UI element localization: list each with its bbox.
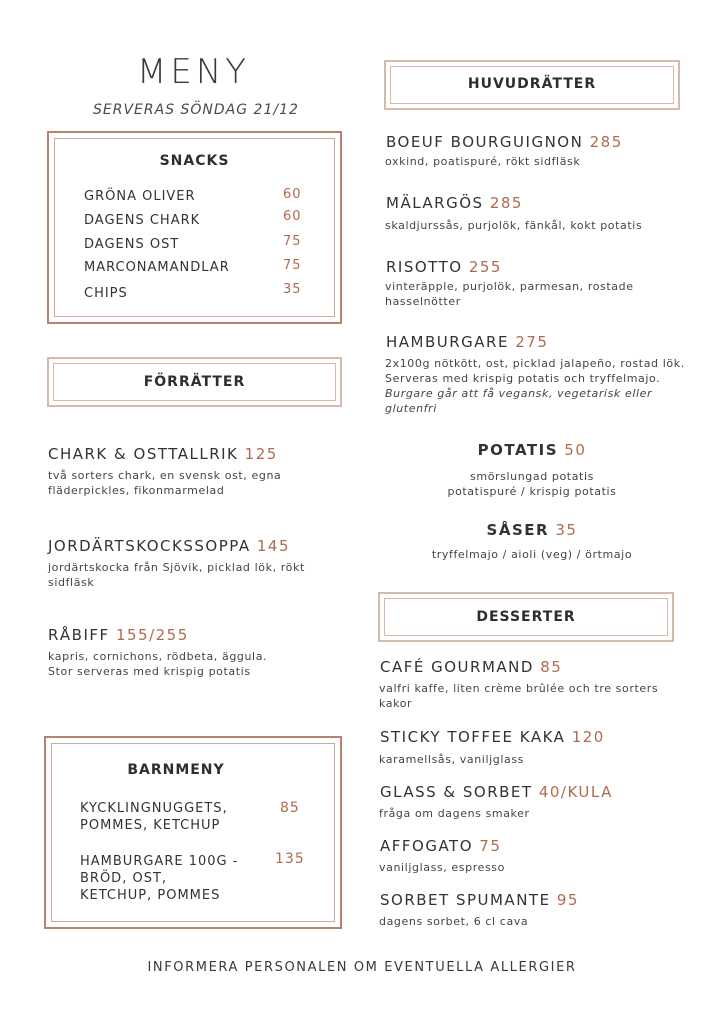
snack-item-price: 75 xyxy=(283,258,302,273)
snack-item-price: 75 xyxy=(283,234,302,249)
dish-name: CHARK & OSTTALLRIK 125 xyxy=(48,445,278,463)
snack-item-name: CHIPS xyxy=(84,286,128,301)
starters-heading: FÖRRÄTTER xyxy=(143,374,246,390)
snack-item-price: 60 xyxy=(283,209,302,224)
dish-name: CAFÉ GOURMAND 85 xyxy=(380,658,563,676)
dish-name: AFFOGATO 75 xyxy=(380,837,502,855)
kids-item-name: HAMBURGARE 100G - BRÖD, OST, KETCHUP, POMMES xyxy=(80,854,239,903)
page-title: MENY xyxy=(137,52,251,92)
dish-name: STICKY TOFFEE KAKA 120 xyxy=(380,728,605,746)
snack-item-name: DAGENS CHARK xyxy=(84,213,201,228)
dish-name: SORBET SPUMANTE 95 xyxy=(380,891,579,909)
dish-description: kapris, cornichons, rödbeta, äggula. Stor serveras med krispig potatis xyxy=(48,650,268,678)
dish-name: RISOTTO 255 xyxy=(386,258,502,276)
dish-description: två sorters chark, en svensk ost, egna fläderpickles, fikonmarmelad xyxy=(48,469,282,497)
mains-heading: HUVUDRÄTTER xyxy=(467,76,597,92)
kids-heading: BARNMENY xyxy=(127,762,225,778)
dish-description: valfri kaffe, liten crème brûlée och tre sorters kakor xyxy=(379,682,659,710)
dish-description: skaldjurssås, purjolök, fänkål, kokt potatis xyxy=(385,219,643,232)
allergy-notice: INFORMERA PERSONALEN OM EVENTUELLA ALLERGIER xyxy=(147,960,577,975)
dish-description: vinteräpple, purjolök, parmesan, rostade hasselnötter xyxy=(385,280,634,308)
dish-description: karamellsås, vaniljglass xyxy=(379,753,525,766)
dish-description: jordärtskocka från Sjövik, picklad lök, rökt sidfläsk xyxy=(48,561,305,589)
kids-item-price: 85 xyxy=(280,800,300,816)
dish-name: BOEUF BOURGUIGNON 285 xyxy=(386,133,623,151)
side-description: tryffelmajo / aioli (veg) / örtmajo xyxy=(431,548,633,561)
kids-item-name: KYCKLINGNUGGETS, POMMES, KETCHUP xyxy=(80,801,228,833)
dish-description: fråga om dagens smaker xyxy=(379,807,530,820)
snack-item-name: DAGENS OST xyxy=(84,237,180,252)
dish-description: dagens sorbet, 6 cl cava xyxy=(379,915,529,928)
dish-name: RÅBIFF 155/255 xyxy=(48,626,189,644)
snack-item-price: 60 xyxy=(283,187,302,202)
side-name-potatis: POTATIS 50 xyxy=(477,441,587,459)
side-description: smörslungad potatis potatispuré / krispig potatis xyxy=(447,470,617,498)
snack-item-name: GRÖNA OLIVER xyxy=(84,189,196,204)
dish-name: GLASS & SORBET 40/KULA xyxy=(380,783,613,801)
snacks-heading: SNACKS xyxy=(159,153,230,169)
snack-item-price: 35 xyxy=(283,282,302,297)
kids-item-price: 135 xyxy=(275,851,305,867)
dish-name: HAMBURGARE 275 xyxy=(386,333,549,351)
dish-description: vaniljglass, espresso xyxy=(379,861,505,874)
dish-name: JORDÄRTSKOCKSSOPPA 145 xyxy=(48,537,291,555)
side-name-saser: SÅSER 35 xyxy=(486,521,578,539)
dish-name: MÄLARGÖS 285 xyxy=(386,194,523,212)
desserts-heading: DESSERTER xyxy=(476,609,576,625)
page-subtitle: SERVERAS SÖNDAG 21/12 xyxy=(93,102,299,118)
dish-description: 2x100g nötkött, ost, picklad jalapeño, rostad lök. Serveras med krispig potatis och tryffelmajo. Burgare går att få vegansk, vegetarisk eller glutenfri xyxy=(385,357,685,415)
snack-item-name: MARCONAMANDLAR xyxy=(84,260,230,275)
dish-description: oxkind, poatispuré, rökt sidfläsk xyxy=(385,155,581,168)
